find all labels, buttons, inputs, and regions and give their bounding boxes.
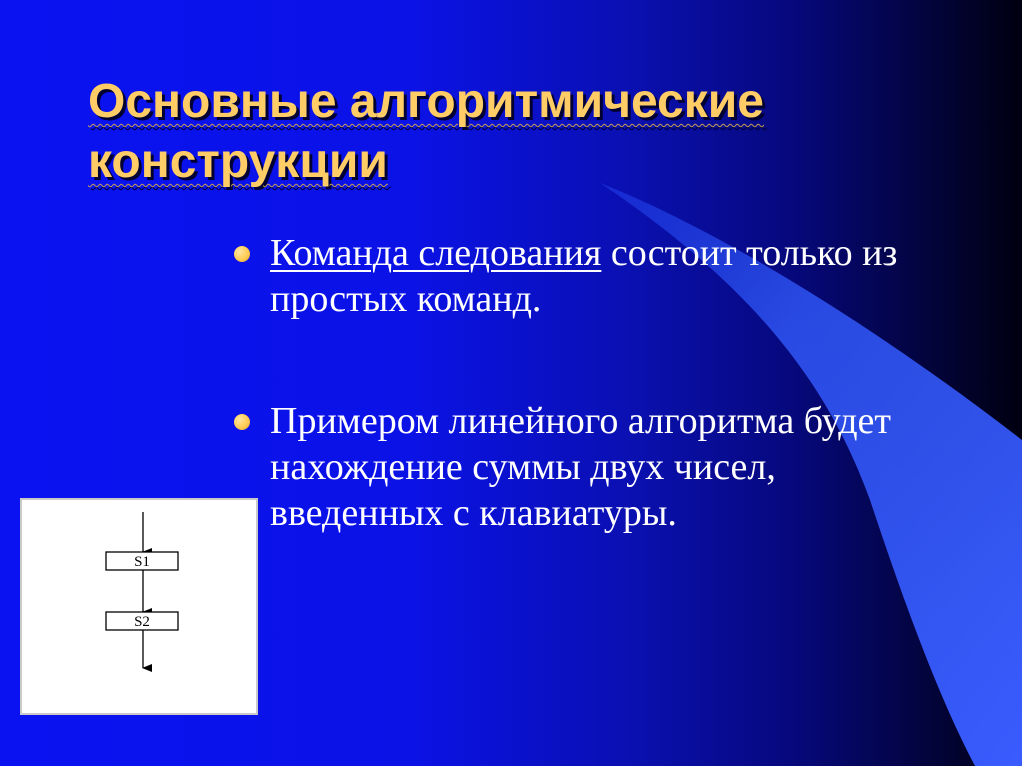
- bullet-item-1: [232, 230, 932, 322]
- title-line-1: Основные алгоритмические: [88, 75, 764, 128]
- bullet-dot-icon: [234, 246, 250, 262]
- flowchart-diagram: [22, 500, 256, 713]
- bullet-1-underlined-term: Команда следования: [270, 232, 602, 274]
- flowchart-image: [20, 498, 258, 715]
- bullet-dot-icon: [234, 414, 250, 430]
- flow-step-label-2: S2: [134, 614, 150, 630]
- bullet-1-text: состоит только из простых команд.: [270, 232, 898, 320]
- bullet-2-text: Примером линейного алгоритма будет нахождение суммы двух чисел, введенных с клавиатуры.: [270, 400, 892, 534]
- flow-step-label-1: S1: [134, 554, 150, 570]
- bullet-list: [232, 230, 932, 536]
- slide-title: [88, 72, 948, 192]
- title-line-2: конструкции: [88, 135, 388, 188]
- bullet-item-2: [232, 398, 932, 536]
